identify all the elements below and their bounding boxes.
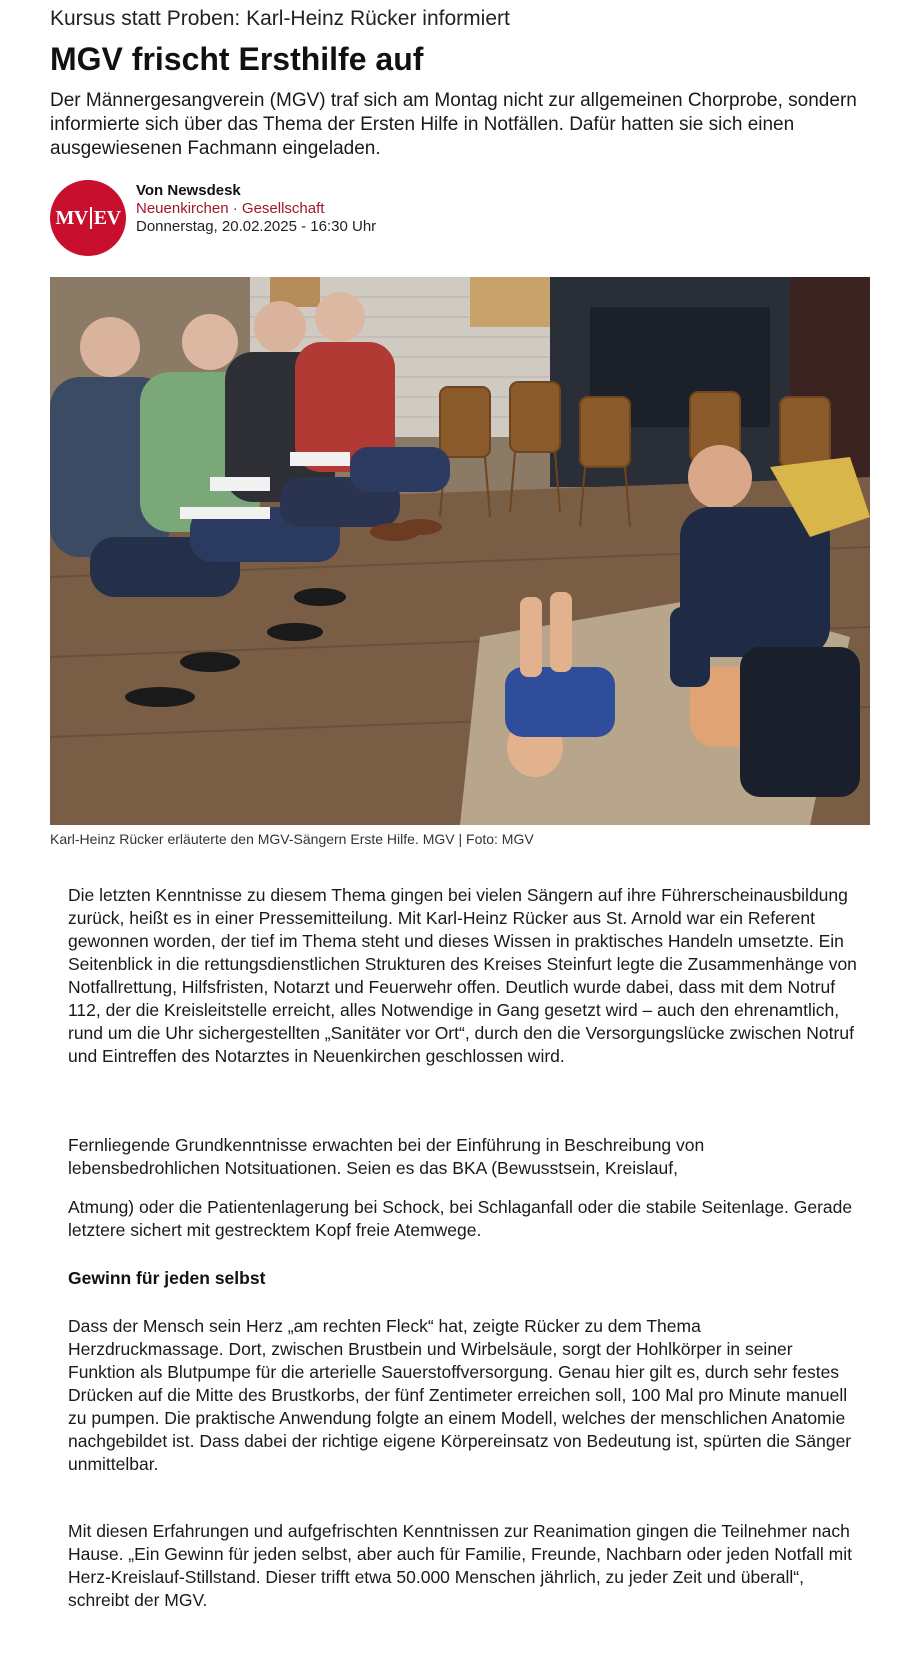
section-link[interactable]: Gesellschaft (241, 200, 325, 217)
body-paragraph-3: Atmung) oder die Patientenlagerung bei Schock, bei Schlaganfall oder die stabile Seitenlage. Gerade letztere sichert mit gestrecktem Kopf freie Atemwege. (68, 1197, 853, 1240)
headline: MGV frischt Ersthilfe auf (50, 41, 424, 77)
category-line (136, 200, 324, 218)
body-paragraph-1: Die letzten Kenntnisse zu diesem Thema gingen bei vielen Sängern auf ihre Führerscheinausbildung zurück, heißt es in einer Pressemitteilung. Mit Karl-Heinz Rücker aus St. Arnold war ein Referent gewonnen worden, der tief im Thema steht und dieses Wissen in praktisches Handeln umsetzte. Ein Seitenblick in die rettungsdienstlichen Strukturen des Kreises Steinfurt legte die Zusammenhänge von Notfallrettung, Hilfsfristen, Notarzt und Feuerwehr offen. Deutlich wurde dabei, dass mit dem Notruf 112, der die Kreisleitstelle erreicht, alles Notwendige in Gang gesetzt wird – auch den ehrenamtlich, rund um die Uhr sichergestellten „Sanitäter vor Ort“, durch den die Versorgungslücke zwischen Notruf und Eintreffen des Notarztes in Neuenkirchen geschlossen wird. (68, 885, 857, 1066)
byline (50, 180, 870, 260)
publisher-logo[interactable] (50, 180, 126, 256)
kicker: Kursus statt Proben: Karl-Heinz Rücker informiert (50, 7, 510, 30)
body-paragraph-4: Dass der Mensch sein Herz „am rechten Fleck“ hat, zeigte Rücker zu dem Thema Herzdruckmassage. Dort, zwischen Brustbein und Wirbelsäule, sorgt der Hohlkörper in seiner Funktion als Blutpumpe für die arterielle Sauerstoffversorgung. Genau hier gilt es, durch sehr festes Drücken auf die Mitte des Brustkorbs, der fünf Zentimeter erreichen soll, 100 Mal pro Minute manuell zu pumpen. Die praktische Anwendung folgte an einem Modell, welches der menschlichen Anatomie nachgebildet ist. Dass dabei der richtige eigene Körpereinsatz von Bedeutung ist, spürten die Sänger unmittelbar. (68, 1316, 852, 1474)
lead-paragraph: Der Männergesangverein (MGV) traf sich am Montag nicht zur allgemeinen Chorprobe, sondern informierte sich über das Thema der Ersten Hilfe in Notfällen. Dafür hatten sie sich einen ausgewiesenen Fachmann eingeladen. (50, 90, 857, 159)
category-separator: · (228, 200, 242, 217)
logo-text-right: EV (93, 206, 121, 229)
section-subhead: Gewinn für jeden selbst (68, 1268, 266, 1288)
photo-caption: Karl-Heinz Rücker erläuterte den MGV-Sängern Erste Hilfe. MGV | Foto: MGV (50, 831, 534, 847)
photo-illustration (50, 277, 870, 825)
logo-text-left: MV (55, 206, 88, 229)
body-paragraph-2: Fernliegende Grundkenntnisse erwachten bei der Einführung in Beschreibung von lebensbedrohlichen Notsituationen. Seien es das BKA (Bewusstsein, Kreislauf, (68, 1135, 705, 1178)
publish-date: Donnerstag, 20.02.2025 - 16:30 Uhr (136, 218, 377, 235)
body-paragraph-5: Mit diesen Erfahrungen und aufgefrischten Kenntnissen zur Reanimation gingen die Teilnehmer nach Hause. „Ein Gewinn für jeden selbst, aber auch für Familie, Freunde, Nachbarn oder jeden Notfall mit Herz-Kreislauf-Stillstand. Dieser trifft etwa 50.000 Menschen jährlich, zu jeder Zeit und überall“, schreibt der MGV. (68, 1521, 853, 1610)
article-photo[interactable] (50, 277, 870, 825)
logo-divider (90, 207, 92, 229)
location-link[interactable]: Neuenkirchen (136, 200, 229, 217)
author-name: Von Newsdesk (136, 182, 241, 199)
